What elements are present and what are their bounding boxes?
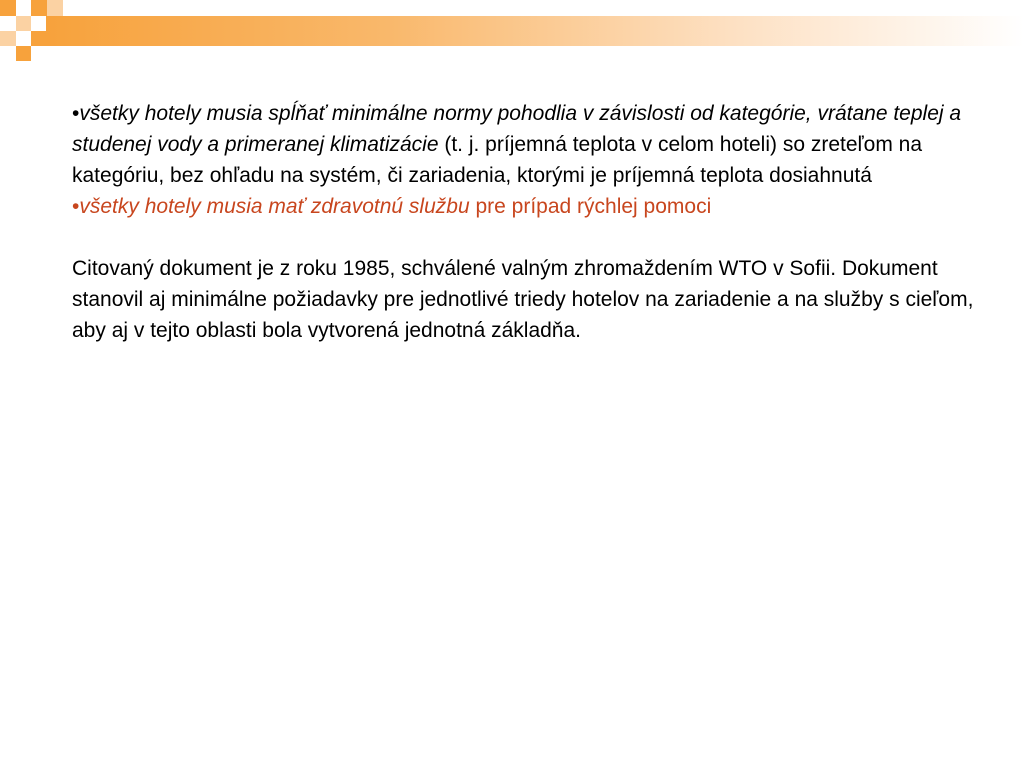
bullet-item [72,98,1002,191]
header-gradient-bar [46,16,1024,46]
slide-content [72,98,1002,346]
decor-square [16,16,31,31]
decor-square [31,31,47,46]
bullet-marker: • [72,195,80,218]
body-paragraph: Citovaný dokument je z roku 1985, schválené valným zhromaždením WTO v Sofii. Dokument stanovil aj minimálne požiadavky pre jednotlivé triedy hotelov na zariadenie a na služby s cieľom, aby aj v tejto oblasti bola vytvorená jednotná základňa. [72,257,974,342]
bullet-item [72,191,1002,222]
bullet-italic-text: všetky hotely musia spĺňať minimálne normy pohodlia v závislosti od kategórie, vrátane teplej a studenej vody a primeranej klimatizácie [72,102,962,156]
bullet-italic-text: všetky hotely musia mať zdravotnú službu [79,195,470,218]
bullet-normal-text: pre prípad rýchlej pomoci [469,195,712,218]
bullet-marker: • [72,102,80,125]
decor-square [47,0,63,16]
spacer [72,222,1002,253]
decor-square [31,0,47,16]
decor-square [0,0,16,16]
bullet-normal-text: (t. j. príjemná teplota v celom hoteli) so zreteľom na kategóriu, bez ohľadu na systém, či zariadenia, ktorými je príjemná teplota dosiahnutá [72,133,923,187]
decor-square [16,46,31,61]
decor-square [0,31,16,46]
